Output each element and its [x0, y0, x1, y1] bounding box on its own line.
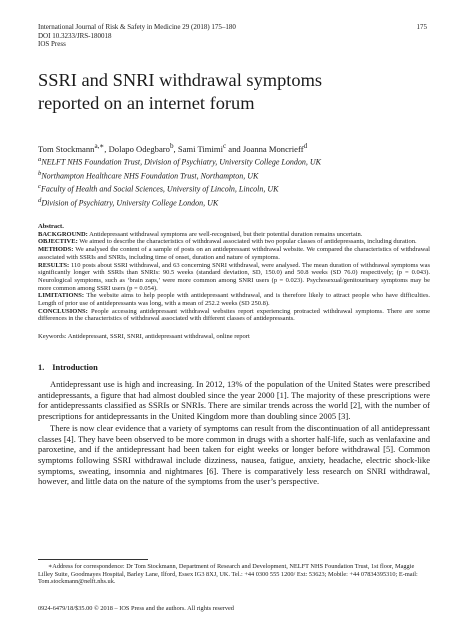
author-sup: a,∗ — [94, 142, 105, 150]
affiliation-sup: b — [38, 169, 42, 177]
affiliation-text: NELFT NHS Foundation Trust, Division of Psychiatry, University College London, UK — [41, 157, 321, 167]
author-list — [38, 141, 307, 154]
objective-label: OBJECTIVE: — [38, 238, 78, 246]
section-number: 1. — [38, 363, 45, 372]
affiliation — [38, 154, 321, 168]
author-name: Dolapo Odegbaro — [108, 143, 170, 154]
section-title: Introduction — [52, 363, 98, 372]
affiliation-list — [38, 154, 321, 209]
results-label: RESULTS: — [38, 261, 70, 269]
paragraph: There is now clear evidence that a variety of symptoms can result from the discontinuation of all antidepressant classes [4]. They have been observed to be more common in drugs with a shorter half-life, such as venlafaxine and paroxetine, and if the antidepressant had been taken for eight weeks or longer before withdrawal [5]. Common symptoms following SSRI withdrawal include dizziness, nausea, fatigue, anxiety, headache, electric shock-like symptoms, sweating, insomnia and nightmares [6]. There is comparatively less research on SNRI withdrawal, however, and little data on the nature of the symptoms from the user’s perspective. — [38, 422, 430, 487]
title-line-2: reported on an internet forum — [38, 93, 255, 113]
affiliation-text: Faculty of Health and Social Sciences, University of Lincoln, Lincoln, UK — [40, 184, 279, 194]
author-sup: c — [222, 142, 227, 150]
author-sup: b — [169, 142, 174, 150]
author-sup: d — [303, 142, 308, 150]
journal-citation: International Journal of Risk & Safety in Medicine 29 (2018) 175–180 — [38, 23, 236, 31]
journal-header — [38, 23, 236, 49]
keywords: Keywords: Antidepressant, SSRI, SNRI, antidepressant withdrawal, online report — [38, 333, 250, 340]
author-name: Tom Stockmann — [38, 143, 95, 154]
results-text: 110 posts about SSRI withdrawal, and 63 concerning SNRI withdrawal, were analysed. The mean duration of withdrawal symptoms was significantly longer with SSRIs than SNRIs: 90.5 weeks (standard deviation, SD, 150.0) and 50.8 weeks (SD 76.0) respectively; (p = 0.043). Neurological symptoms, such as ‘brain zaps,’ were more common among SNRI users (p = 0.023). Psychosexual/genitourinary symptoms may be more common among SSRI users (p = 0.054). — [38, 261, 431, 292]
copyright-footer: 0924-6479/18/$35.00 © 2018 – IOS Press and the authors. All rights reserved — [38, 605, 234, 612]
affiliation — [38, 168, 321, 182]
doi: DOI 10.3233/JRS-180018 — [38, 31, 112, 40]
conclusions-text: People accessing antidepressant withdrawal websites report experiencing protracted withdrawal symptoms. There are some differences in the characteristics of withdrawal associated with different classes of antidepressants. — [38, 307, 430, 323]
limitations-label: LIMITATIONS: — [38, 292, 84, 300]
correspondence-footnote: ∗Address for correspondence: Dr Tom Stockmann, Department of Research and Development, NELFT NHS Foundation Trust, 1st floor, Maggie Lilley Suite, Goodmayes Hospital, Barley Lane, Ilford, Essex IG3 8XJ, UK. Tel.: +44 0300 555 1200/ Ext: 53623; Mobile: +44 07834395310; E-mail: Tom.stockmann@nelft.nhs.uk. — [38, 563, 418, 586]
author-sep: and — [226, 143, 243, 154]
affiliation-text: Division of Psychiatry, University College London, UK — [41, 198, 219, 208]
affiliation — [38, 195, 321, 209]
footnote-rule — [38, 559, 148, 560]
objective-text: We aimed to describe the characteristics of withdrawal associated with two popular classes of antidepressants, including duration. — [79, 238, 417, 246]
background-text: Antidepressant withdrawal symptoms are well-recognised, but their potential duration remains uncertain. — [89, 230, 363, 238]
affiliation-sup: a — [38, 156, 42, 163]
page-number: 175 — [416, 23, 427, 31]
methods-text: We analysed the content of a sample of posts on an antidepressant withdrawal website. We compared the characteristics of withdrawal associated with SSRIs and SNRIs, including time of onset, duration and nature of symptoms. — [38, 246, 430, 261]
article-title — [38, 69, 438, 115]
section-heading — [38, 363, 98, 372]
title-line-1: SSRI and SNRI withdrawal symptoms — [38, 70, 323, 90]
affiliation-sup: c — [38, 183, 41, 191]
affiliation-sup: d — [38, 196, 42, 204]
abstract — [38, 223, 430, 323]
methods-label: METHODS: — [38, 246, 74, 254]
author-name: Joanna Moncrieff — [242, 143, 304, 154]
publisher: IOS Press — [38, 40, 66, 49]
paragraph: Antidepressant use is high and increasing. In 2012, 13% of the population of the United States were prescribed antidepressants, a figure that had almost doubled since the year 2000 [1]. The majority of these prescriptions were for antidepressants classified as SSRIs or SNRIs. There are similar trends across the world [2], with the number of prescriptions for antidepressants in the United Kingdom more than doubling since 2005 [3]. — [38, 379, 430, 422]
author-name: Sami Timimi — [177, 143, 223, 154]
author-sep: , — [104, 143, 109, 154]
affiliation-text: Northampton Healthcare NHS Foundation Trust, Northampton, UK — [41, 171, 259, 181]
affiliation — [38, 181, 321, 195]
abstract-heading: Abstract. — [38, 223, 64, 230]
limitations-text: The website aims to help people with antidepressant withdrawal, and is therefore likely to attract people who have difficulties. Length of prior use of antidepressants was long, with a mean of 252.2 weeks (SD 250.8). — [38, 292, 430, 308]
background-label: BACKGROUND: — [38, 230, 88, 238]
conclusions-label: CONCLUSIONS: — [38, 307, 88, 315]
author-sep: , — [173, 143, 178, 154]
body-text — [38, 379, 430, 488]
